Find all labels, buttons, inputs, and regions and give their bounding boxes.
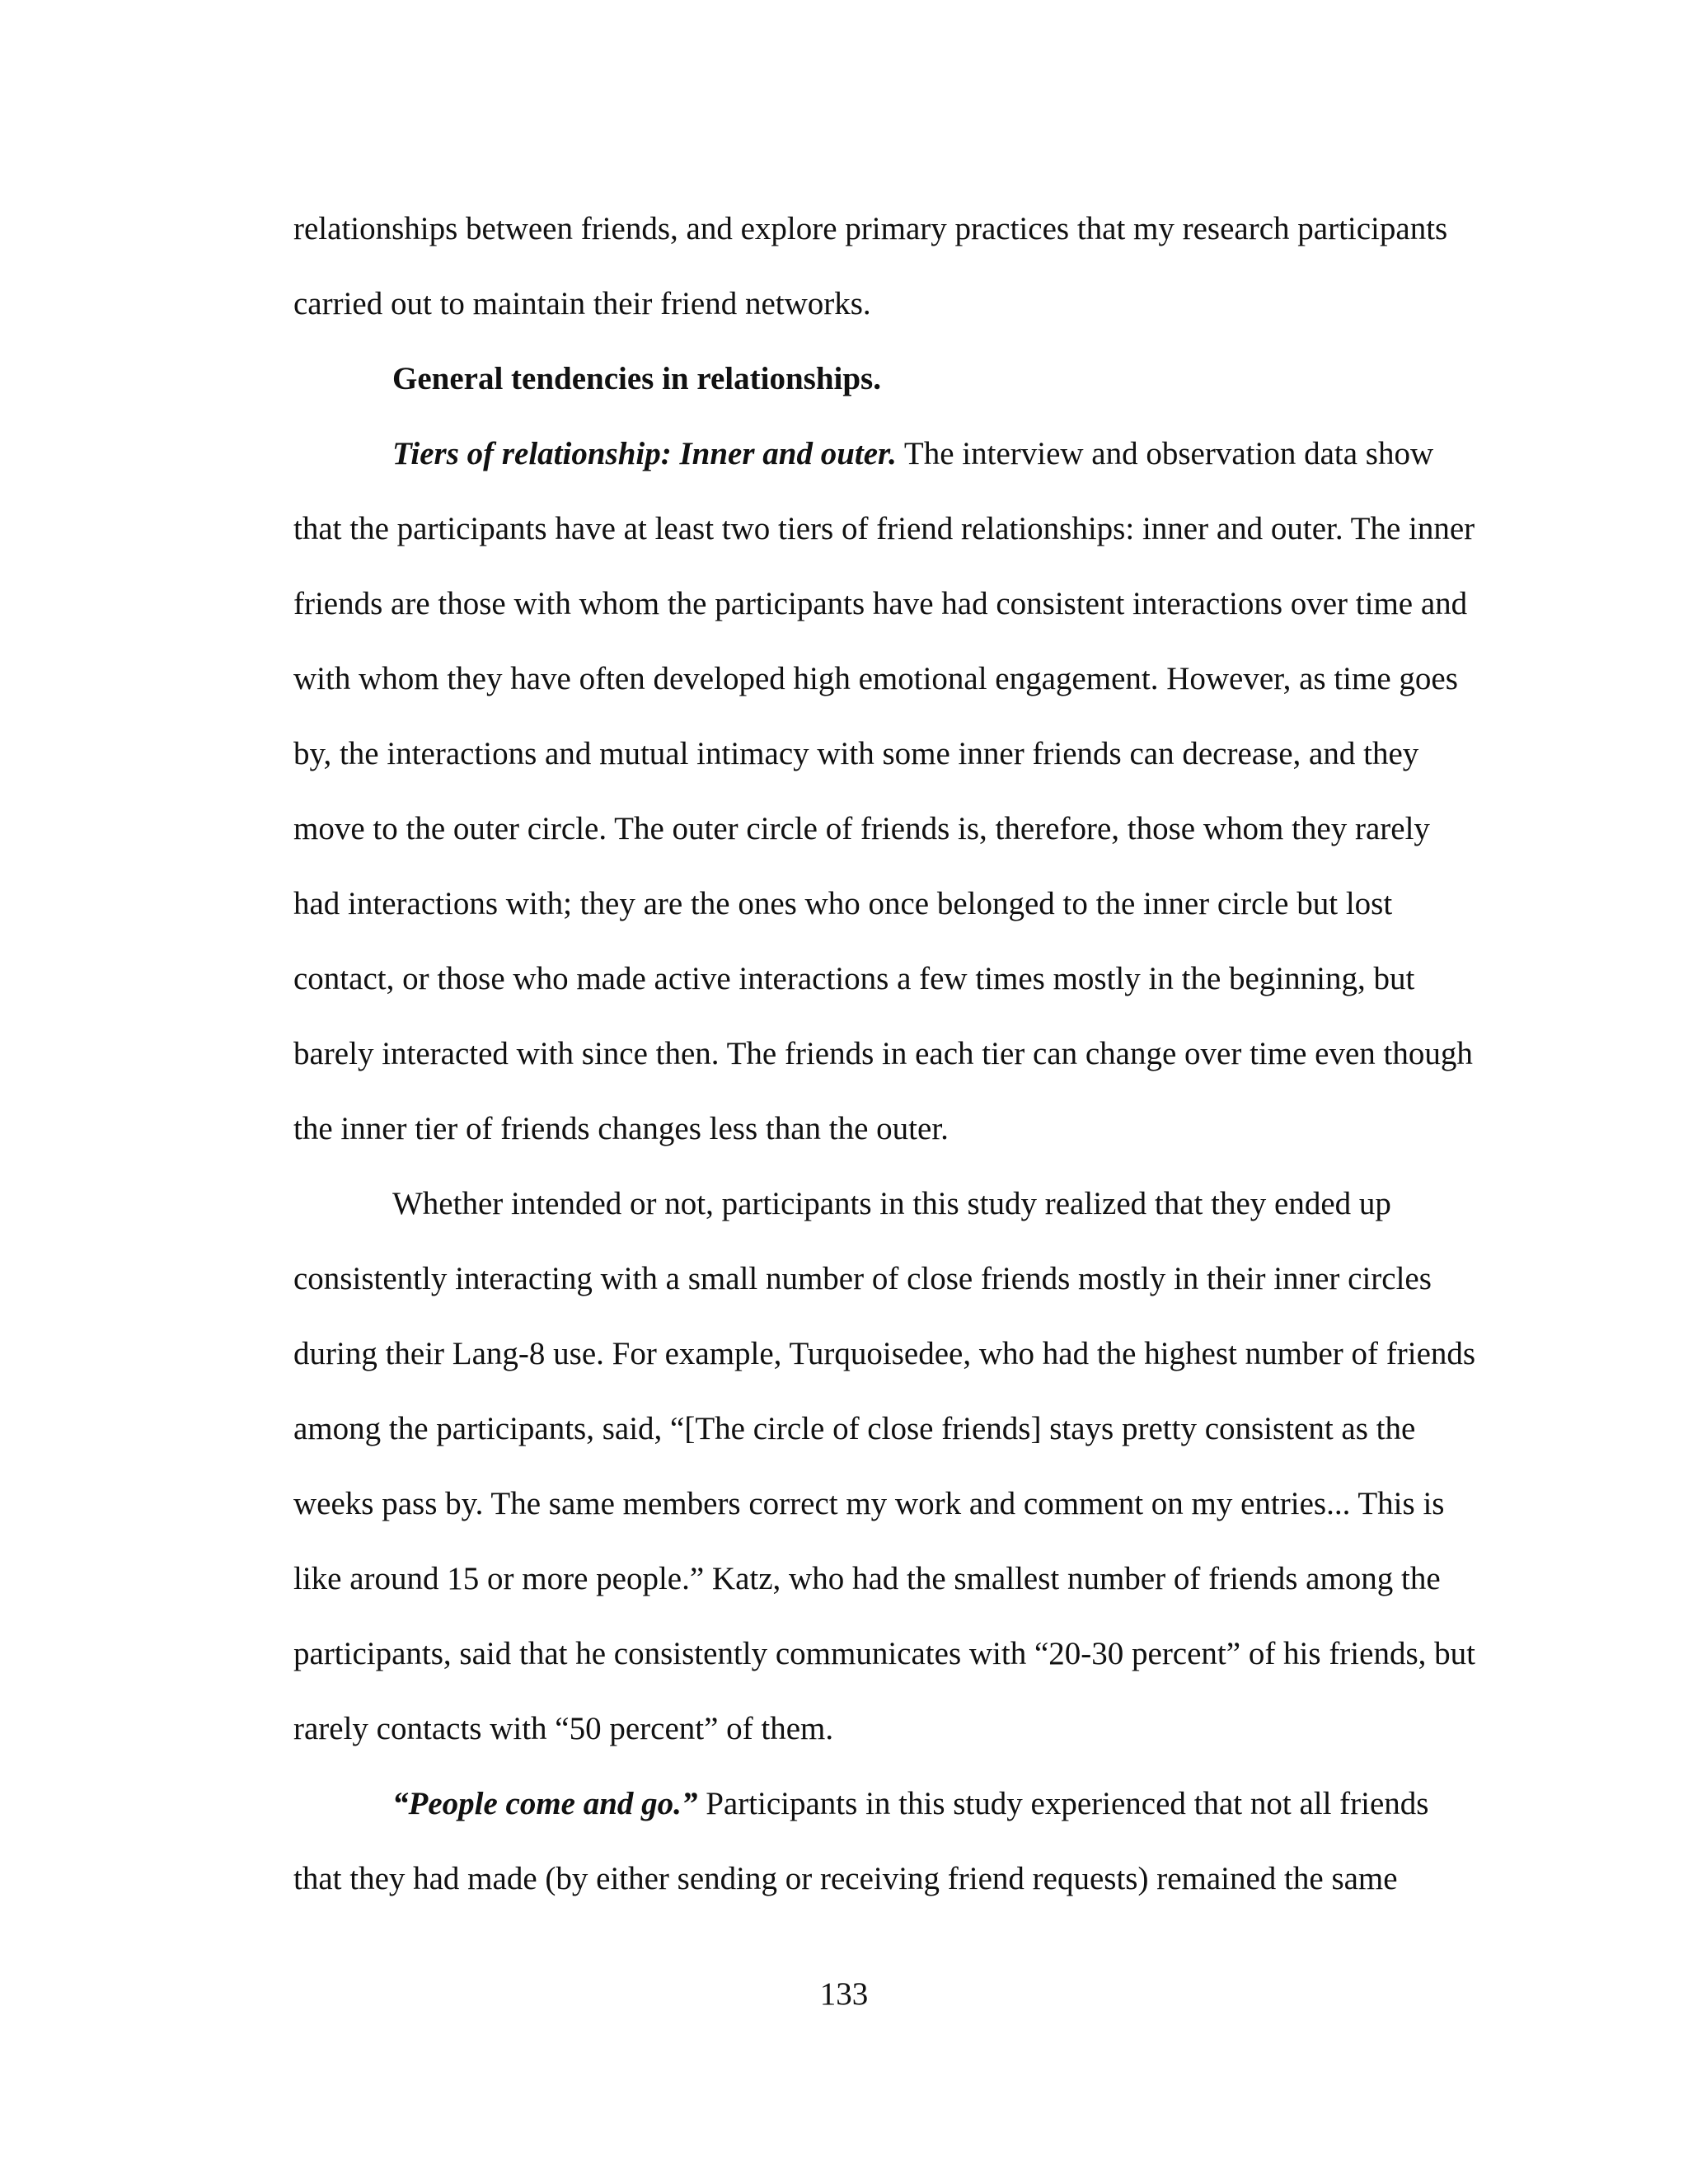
paragraph-people-come-and-go — [293, 1766, 1480, 1916]
paragraph-people-text: Participants in this study experienced that not all friends that they had made (by either sending or receiving friend requests) remained the same — [293, 1786, 1429, 1896]
page-number: 133 — [819, 1976, 869, 2012]
paragraph-close-friends: Whether intended or not, participants in this study realized that they ended up consistently interacting with a small number of close friends mostly in their inner circles during their Lang-8 use. For example, Turquoisedee, who had the highest number of friends among the participants, said, “[The circle of close friends] stays pretty consistent as the weeks pass by. The same members correct my work and comment on my entries... This is like around 15 or more people.” Katz, who had the smallest number of friends among the participants, said that he consistently communicates with “20-30 percent” of his friends, but rarely contacts with “50 percent” of them. — [293, 1186, 1476, 1746]
body-text — [293, 191, 1480, 1916]
paragraph-tiers — [293, 416, 1480, 1166]
run-in-heading-people: “People come and go.” — [392, 1786, 698, 1821]
paragraph-tiers-text: The interview and observation data show that the participants have at least two tiers of friend relationships: inner and outer. The inner friends are those with whom the participants have had consistent interactions over time and with whom they have often developed high emotional engagement. However, as time goes by, the interactions and mutual intimacy with some inner friends can decrease, and they move to the outer circle. The outer circle of friends is, therefore, those whom they rarely had interactions with; they are the ones who once belonged to the inner circle but lost contact, or those who made active interactions a few times mostly in the beginning, but barely interacted with since then. The friends in each tier can change over time even though the inner tier of friends changes less than the outer. — [293, 436, 1475, 1146]
run-in-heading-tiers: Tiers of relationship: Inner and outer. — [392, 436, 897, 471]
paragraph-continuation: relationships between friends, and explore primary practices that my research participants carried out to maintain their friend networks. — [293, 211, 1448, 321]
section-heading: General tendencies in relationships. — [392, 361, 881, 396]
